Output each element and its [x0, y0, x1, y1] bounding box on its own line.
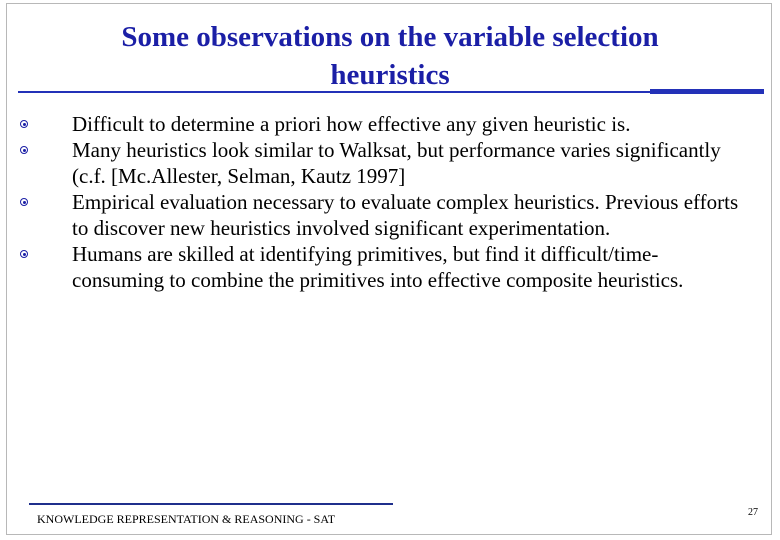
- bullet-item: [20, 189, 740, 241]
- bullet-text: Many heuristics look similar to Walksat, but performance varies significantly (c.f. [Mc.Allester, Selman, Kautz 1997]: [72, 138, 721, 188]
- slide-title: Some observations on the variable selection heuristics: [121, 21, 659, 91]
- bullet-text: Humans are skilled at identifying primitives, but find it difficult/time-consuming to combine the primitives into effective composite heuristics.: [72, 242, 684, 292]
- bullet-text: Difficult to determine a priori how effective any given heuristic is.: [72, 112, 631, 136]
- title-divider-accent: [650, 89, 764, 94]
- circle-dot-bullet-icon: [20, 120, 28, 128]
- circle-dot-bullet-icon: [20, 250, 28, 258]
- circle-dot-bullet-icon: [20, 198, 28, 206]
- bullet-item: [20, 137, 740, 189]
- footer-text: KNOWLEDGE REPRESENTATION & REASONING - SAT: [37, 512, 336, 526]
- bullet-list: [20, 111, 740, 293]
- footer-divider: [29, 503, 393, 505]
- page-number: 27: [748, 507, 758, 518]
- bullet-item: [20, 241, 740, 293]
- bullet-item: [20, 111, 740, 137]
- circle-dot-bullet-icon: [20, 146, 28, 154]
- bullet-text: Empirical evaluation necessary to evaluate complex heuristics. Previous efforts to discover new heuristics involved significant experimentation.: [72, 190, 739, 240]
